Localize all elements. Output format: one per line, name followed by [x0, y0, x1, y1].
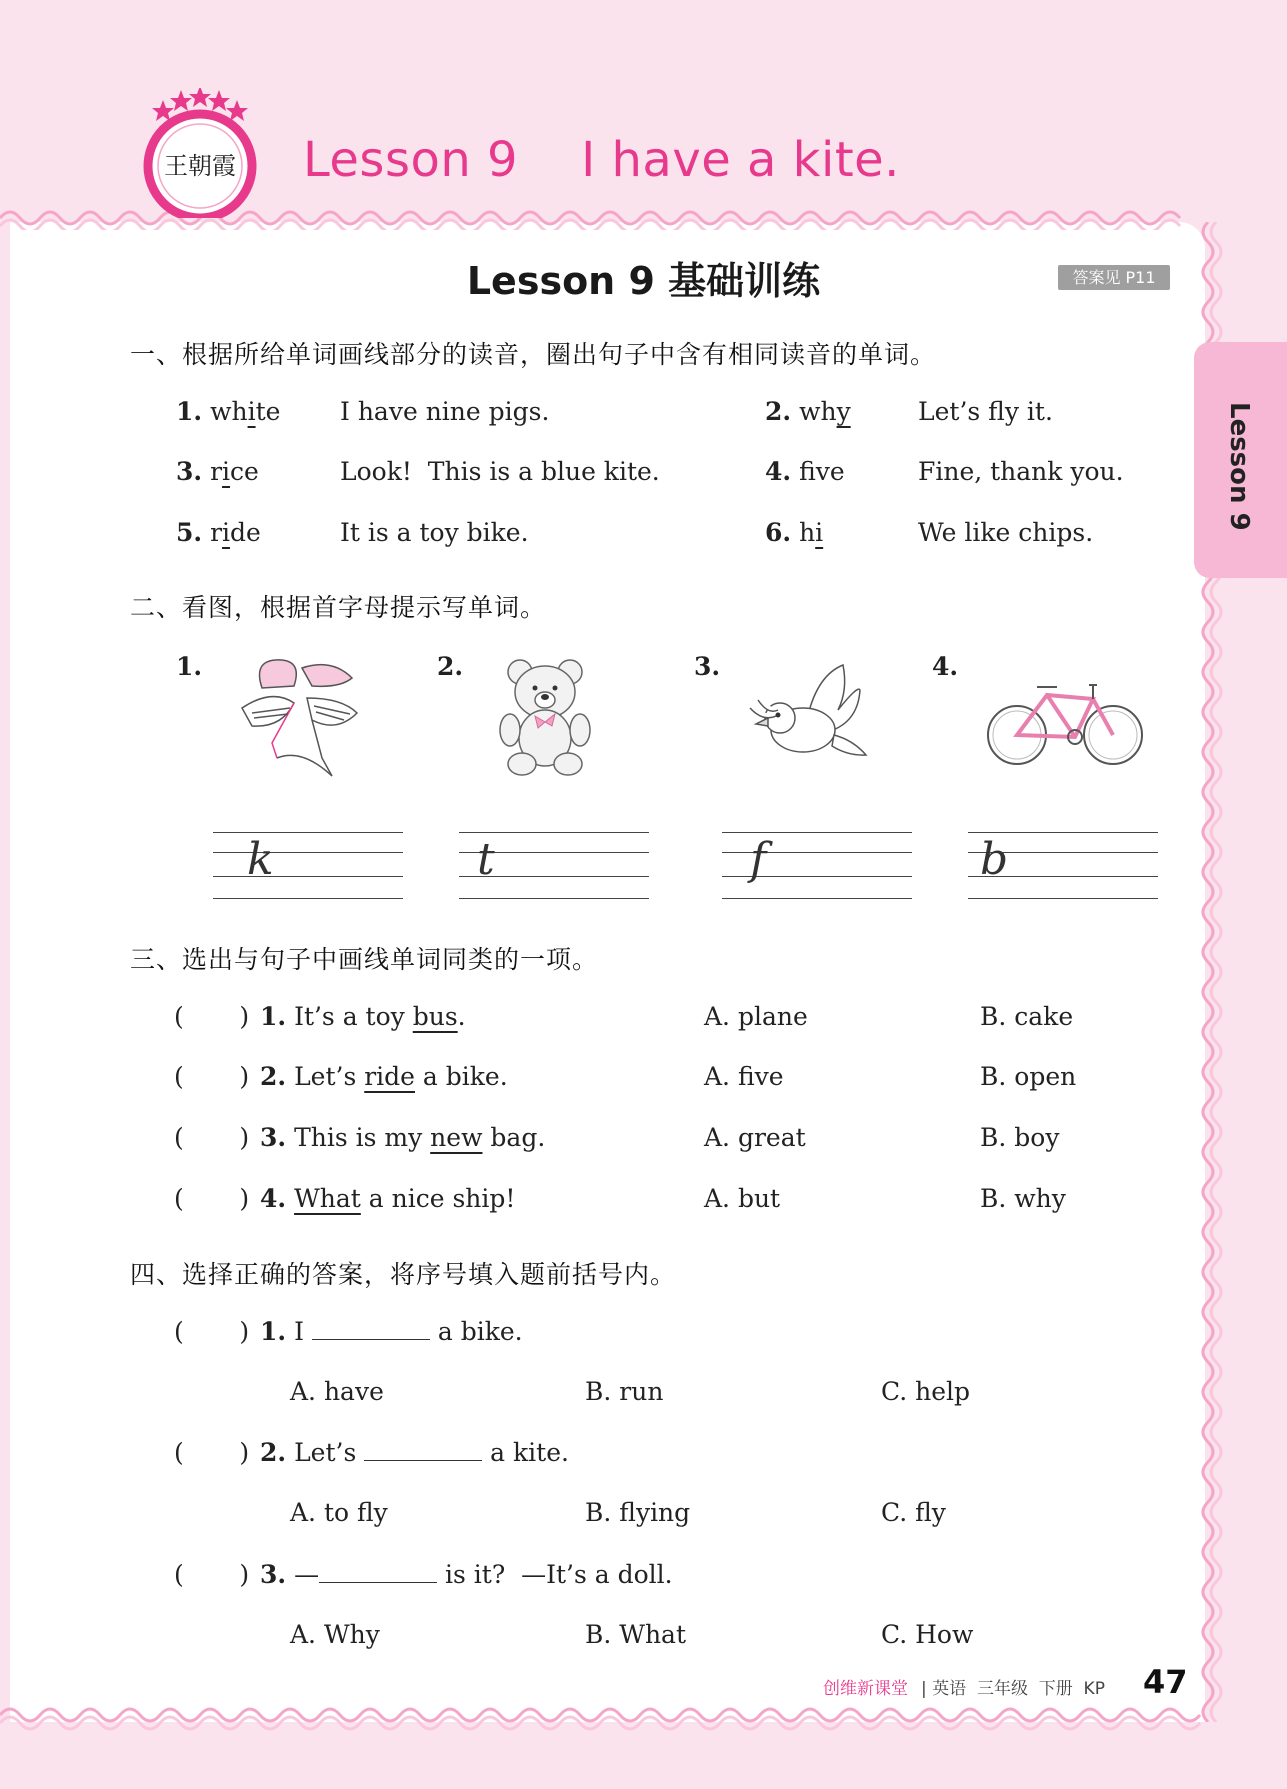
section-title: Lesson 9 基础训练 [466, 259, 821, 303]
part4-item-3-option-c[interactable]: C. How [881, 1620, 974, 1649]
part3-item-4-option-a[interactable]: A. but [704, 1184, 781, 1213]
hint-letter-1: k [247, 834, 274, 885]
part3-item-2-option-a[interactable]: A. five [704, 1062, 784, 1091]
part4-heading: 四、选择正确的答案，将序号填入题前括号内。 [130, 1260, 677, 1289]
side-tab [1194, 342, 1287, 578]
part3-item-4-sentence: 4. What a nice ship! [260, 1184, 516, 1213]
hint-letter-2: t [477, 834, 495, 885]
fill-blank[interactable] [319, 1562, 437, 1583]
part2-item-2-num: 2. [437, 652, 464, 681]
part4-item-2-sentence: 2. Let’s a kite. [260, 1438, 569, 1467]
lesson-header-title: Lesson 9 I have a kite. [303, 132, 900, 188]
part3-item-4-option-b[interactable]: B. why [980, 1184, 1066, 1213]
writing-line-3[interactable] [722, 832, 912, 898]
part3-item-1-option-a[interactable]: A. plane [704, 1002, 808, 1031]
part4-item-2-option-b[interactable]: B. flying [585, 1498, 691, 1527]
part4-item-2-option-a[interactable]: A. to fly [290, 1498, 388, 1527]
logo-text: 王朝霞 [164, 152, 236, 180]
footer-brand: 创维新课堂 [823, 1679, 908, 1699]
part1-item-3-word: 3. rice [176, 457, 259, 486]
part3-heading: 三、选出与句子中画线单词同类的一项。 [130, 945, 599, 974]
part1-item-4-sentence: Fine, thank you. [918, 457, 1124, 486]
answer-bracket-p3-1[interactable]: ( ) [174, 1002, 250, 1031]
side-tab-label: Lesson 9 [1224, 402, 1254, 531]
fill-blank[interactable] [364, 1440, 482, 1461]
part3-item-2-sentence: 2. Let’s ride a bike. [260, 1062, 508, 1091]
answer-bracket-p3-2[interactable]: ( ) [174, 1062, 250, 1091]
hint-letter-4: b [980, 834, 1009, 885]
part3-item-1-sentence: 1. It’s a toy bus. [260, 1002, 466, 1031]
bicycle-picture [985, 665, 1145, 770]
part4-item-1-option-a[interactable]: A. have [290, 1377, 384, 1406]
part3-item-3-option-a[interactable]: A. great [704, 1123, 806, 1152]
part4-item-3-option-b[interactable]: B. What [585, 1620, 687, 1649]
part1-item-3-sentence: Look! This is a blue kite. [340, 457, 660, 486]
part2-item-3-num: 3. [694, 652, 721, 681]
writing-line-2[interactable] [459, 832, 649, 898]
fill-blank[interactable] [312, 1319, 430, 1340]
part1-heading: 一、根据所给单词画线部分的读音，圈出句子中含有相同读音的单词。 [130, 340, 937, 369]
part4-item-1-option-b[interactable]: B. run [585, 1377, 664, 1406]
part1-item-4-word: 4. fve [765, 457, 845, 486]
writing-line-1[interactable] [213, 832, 403, 898]
answer-bracket-p4-1[interactable]: ( ) [174, 1317, 250, 1346]
part2-heading: 二、看图，根据首字母提示写单词。 [130, 593, 547, 622]
answer-bracket-p3-4[interactable]: ( ) [174, 1184, 250, 1213]
publisher-logo [140, 88, 260, 218]
answer-bracket-p4-2[interactable]: ( ) [174, 1438, 250, 1467]
part1-item-5-word: 5. ride [176, 518, 261, 547]
part1-item-1-word: 1. white [176, 397, 281, 426]
part3-item-1-option-b[interactable]: B. cake [980, 1002, 1074, 1031]
part4-item-3-sentence: 3. — is it? —It’s a doll. [260, 1560, 673, 1589]
hint-letter-3: f [750, 834, 767, 885]
part4-item-2-option-c[interactable]: C. fly [881, 1498, 946, 1527]
part3-item-3-option-b[interactable]: B. boy [980, 1123, 1060, 1152]
writing-line-4[interactable] [968, 832, 1158, 898]
part2-item-1-num: 1. [176, 652, 203, 681]
page-number: 47 [1143, 1663, 1188, 1701]
teddy-bear-picture [490, 650, 600, 780]
kite-picture [232, 648, 372, 784]
part4-item-1-sentence: 1. I a bike. [260, 1317, 523, 1346]
answer-bracket-p3-3[interactable]: ( ) [174, 1123, 250, 1152]
part3-item-3-sentence: 3. This is my new bag. [260, 1123, 546, 1152]
part2-item-4-num: 4. [932, 652, 959, 681]
answer-reference-badge: 答案见 P11 [1058, 265, 1170, 290]
part1-item-1-sentence: I have nine pigs. [340, 397, 550, 426]
part4-item-1-option-c[interactable]: C. help [881, 1377, 971, 1406]
answer-bracket-p4-3[interactable]: ( ) [174, 1560, 250, 1589]
part1-item-5-sentence: It is a toy bike. [340, 518, 529, 547]
part1-item-6-sentence: We like chips. [918, 518, 1094, 547]
bird-picture [748, 660, 873, 772]
part1-item-2-word: 2. why [765, 397, 851, 426]
footer-meta: | 英语 三年级 下册 KP [921, 1679, 1105, 1699]
part1-item-2-sentence: Let’s fly it. [918, 397, 1053, 426]
part4-item-3-option-a[interactable]: A. Why [290, 1620, 380, 1649]
part1-item-6-word: 6. hi [765, 518, 824, 547]
wavy-border-bottom [0, 1705, 1287, 1735]
part3-item-2-option-b[interactable]: B. open [980, 1062, 1077, 1091]
